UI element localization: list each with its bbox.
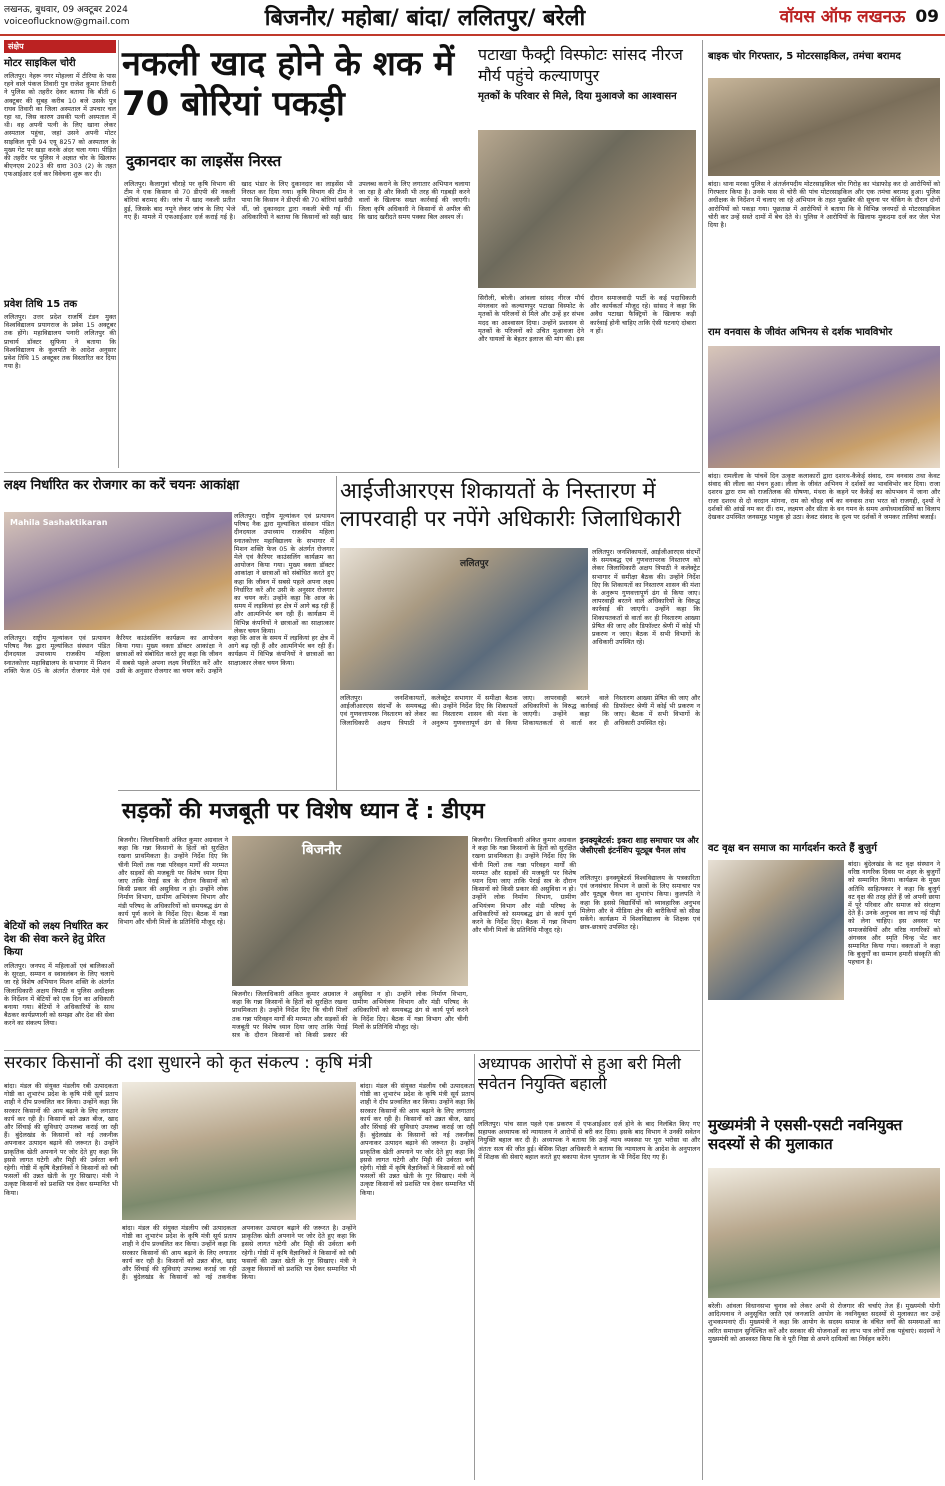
masthead — [0, 0, 945, 36]
career-subhead: बेटियों को लक्ष्य निर्धारित कर देश की सेवा करने हेतु प्रेरित किया — [4, 921, 108, 958]
date-line: लखनऊ, बुधवार, 09 अक्टूबर 2024 — [4, 5, 128, 15]
brief-body-1: ललितपुर। नेहरू नगर मोहल्ला में टीरिया के पास रहने वाले पंकज तिवारी पुत्र राजेश कुमार तिवारी ने पुलिस को तहरीर देकर बताया कि बीती 6 अक्टूबर की सुबह करीब 10 बजे उसके पुत्र राघव तिवारी का जिला अस्पताल में उपचार चल रहा था, जिस कारण उसकी पत्नी अस्पताल में थी। वह अपनी पत्नी के लिए खाना लेकर अस्पताल पहुंचा, जहां उसने अपनी मोटर साइकिल यूपी 94 एयू 8257 को अस्पताल के मुख्य गेट पर खड़ा करके अंदर चला गया। पीड़ित की तहरीर पर पुलिस ने अज्ञात चोर के खिलाफ बीएनएस 2023 की धारा 303 (2) के तहत एफआईआर दर्ज कर विवेचना शुरू कर दी। — [4, 72, 116, 179]
section-title: बिजनौर/ महोबा/ बांदा/ ललितपुर/ बरेली — [264, 6, 586, 31]
email-line: voiceoflucknow@gmail.com — [4, 17, 130, 27]
farmers-body: बांदा। मंडल की संयुक्त मंडलीय रबी उत्पादकता गोष्ठी का शुभारंभ प्रदेश के कृषि मंत्री सूर्य प्रताप शाही ने दीप प्रज्वलित कर किया। उन्होंने कहा कि सरकार किसानों की आय बढ़ाने के लिए लगातार कार्य कर रही है। किसानों को उन्नत बीज, खाद और सिंचाई की सुविधाएं उपलब्ध कराई जा रही हैं। बुंदेलखंड के किसानों को नई तकनीक अपनाकर उत्पादन बढ़ाने की जरूरत है। उन्होंने प्राकृतिक खेती अपनाने पर जोर देते हुए कहा कि इससे लागत घटेगी और मिट्टी की उर्वरता बनी रहेगी। गोष्ठी में कृषि वैज्ञानिकों ने किसानों को रबी फसलों की उन्नत खेती के गुर सिखाए। मंत्री ने उत्कृष्ट किसानों को प्रशस्ति पत्र देकर सम्मानित भी किया। — [122, 1224, 356, 1282]
igrs-photo — [340, 548, 588, 690]
roads-body-right: बिजनौर। जिलाधिकारी अंकित कुमार अग्रवाल ने कहा कि गन्ना किसानों के हितों को सुरक्षित रखना प्राथमिकता है। उन्होंने निर्देश दिए कि चीनी मिलों तक गन्ना परिवहन मार्गों की मरम्मत और सड़कों की मजबूती पर विशेष ध्यान दिया जाए ताकि पेराई सत्र के दौरान किसानों को किसी प्रकार की असुविधा न हो। उन्होंने लोक निर्माण विभाग, ग्रामीण अभियंत्रण विभाग और मंडी परिषद के अधिकारियों को समयबद्ध ढंग से कार्य पूर्ण करने के निर्देश दिए। बैठक में गन्ना विभाग और चीनी मिलों के प्रतिनिधि मौजूद रहे। — [472, 836, 576, 935]
roads-headline: सड़कों की मजबूती पर विशेष ध्यान दें : डीएम — [122, 799, 485, 824]
lead-body: ललितपुर। कैलागुवां चौराहे पर कृषि विभाग की टीम ने एक किसान से 70 डीएपी की नकली बोरियां बरामद की। जांच में खाद नकली प्रतीत हुई, जिसके बाद नमूने लेकर जांच के लिए भेजे गए हैं। मामले में एफआईआर दर्ज कराई गई है। खाद भंडार के लिए दुकानदार का लाइसेंस भी निरस्त कर दिया गया। कृषि विभाग की टीम ने पाया कि किसान ने डीएपी की 70 बोरियां खरीदी थीं, जो दुकानदार द्वारा नकली बेची गई थीं। अधिकारियों ने बताया कि किसानों को सही खाद उपलब्ध कराने के लिए लगातार अभियान चलाया जा रहा है और किसी भी तरह की गड़बड़ी करने वालों के खिलाफ सख्त कार्रवाई की जाएगी। जिला कृषि अधिकारी ने किसानों से अपील की कि खाद खरीदते समय पक्का बिल अवश्य लें। — [124, 180, 470, 221]
bike-headline: बाइक चोर गिरफ्तार, 5 मोटरसाइकिल, तमंचा बरामद — [708, 51, 901, 62]
lead-headline: नकली खाद होने के शक में 70 बोरियां पकड़ी — [122, 44, 455, 124]
teacher-headline: अध्यापक आरोपों से हुआ बरी मिली सवेतन नियुक्ति बहाली — [478, 1054, 681, 1093]
roads-body-under: बिजनौर। जिलाधिकारी अंकित कुमार अग्रवाल ने कहा कि गन्ना किसानों के हितों को सुरक्षित रखना प्राथमिकता है। उन्होंने निर्देश दिए कि चीनी मिलों तक गन्ना परिवहन मार्गों की मरम्मत और सड़कों की मजबूती पर विशेष ध्यान दिया जाए ताकि पेराई सत्र के दौरान किसानों को किसी प्रकार की असुविधा न हो। उन्होंने लोक निर्माण विभाग, ग्रामीण अभियंत्रण विभाग और मंडी परिषद के अधिकारियों को समयबद्ध ढंग से कार्य पूर्ण करने के निर्देश दिए। बैठक में गन्ना विभाग और चीनी मिलों के प्रतिनिधि मौजूद रहे। — [232, 990, 468, 1040]
teacher-body: ललितपुर। पांच साल पहले एक प्रकरण में एफआईआर दर्ज होने के बाद निलंबित किए गए सहायक अध्यापक को न्यायालय ने आरोपों से बरी कर दिया। इसके बाद विभाग ने उनकी सवेतन नियुक्ति बहाल कर दी है। अध्यापक ने बताया कि उन्हें न्याय व्यवस्था पर पूरा भरोसा था और अंततः सत्य की जीत हुई। बेसिक शिक्षा अधिकारी ने बताया कि न्यायालय के आदेश के अनुपालन में शिक्षक की सेवाएं बहाल करते हुए बकाया वेतन भुगतान के भी निर्देश दिए गए हैं। — [478, 1120, 700, 1161]
farmers-body-right: बांदा। मंडल की संयुक्त मंडलीय रबी उत्पादकता गोष्ठी का शुभारंभ प्रदेश के कृषि मंत्री सूर्य प्रताप शाही ने दीप प्रज्वलित कर किया। उन्होंने कहा कि सरकार किसानों की आय बढ़ाने के लिए लगातार कार्य कर रही है। किसानों को उन्नत बीज, खाद और सिंचाई की सुविधाएं उपलब्ध कराई जा रही हैं। बुंदेलखंड के किसानों को नई तकनीक अपनाकर उत्पादन बढ़ाने की जरूरत है। उन्होंने प्राकृतिक खेती अपनाने पर जोर देते हुए कहा कि इससे लागत घटेगी और मिट्टी की उर्वरता बनी रहेगी। गोष्ठी में कृषि वैज्ञानिकों ने किसानों को रबी फसलों की उन्नत खेती के गुर सिखाए। मंत्री ने उत्कृष्ट किसानों को प्रशस्ति पत्र देकर सम्मानित भी किया। — [360, 1082, 474, 1197]
row-divider — [118, 790, 700, 791]
tree-body: बांदा। बुंदेलखंड के वट वृक्ष संस्थान ने वरिष्ठ नागरिक दिवस पर शहर के बुजुर्गों को सम्मानित किया। कार्यक्रम के मुख्य अतिथि साहित्यकार ने कहा कि बुजुर्ग वट वृक्ष की तरह होते हैं जो अपनी छाया में पूरे परिवार और समाज को संरक्षण देते हैं। उनके अनुभव का लाभ नई पीढ़ी को लेना चाहिए। इस अवसर पर समाजसेवियों और वरिष्ठ नागरिकों को अंगवस्त्र और स्मृति चिन्ह भेंट कर सम्मानित किया गया। वक्ताओं ने कहा कि बुजुर्गों का सम्मान हमारी संस्कृति की पहचान है। — [848, 860, 940, 967]
farmers-headline: सरकार किसानों की दशा सुधारने को कृत संकल्प : कृषि मंत्री — [4, 1053, 372, 1073]
cm-headline: मुख्यमंत्री ने एससी-एसटी नवनियुक्त सदस्यों से की मुलाकात — [708, 1116, 903, 1153]
bundeli-body: ललितपुर। इनक्यूबेटर्स विश्वविद्यालय के पत्रकारिता एवं जनसंचार विभाग ने छात्रों के लिए समाचार पत्र और यूट्यूब चैनल का शुभारंभ किया। कुलपति ने कहा कि इससे विद्यार्थियों को व्यावहारिक अनुभव मिलेगा और वे मीडिया क्षेत्र की बारीकियों को सीख सकेंगे। कार्यक्रम में विश्वविद्यालय के शिक्षक एवं छात्र-छात्राएं उपस्थित रहे। — [580, 874, 700, 932]
column-divider — [118, 40, 119, 468]
career-photo — [4, 512, 232, 630]
career-body-2: ललितपुर। जनपद में महिलाओं एवं बालिकाओं के सुरक्षा, सम्मान व स्वावलंबन के लिए चलाये जा रहे विशेष अभियान मिशन शक्ति के अंतर्गत जिलाधिकारी अक्षय त्रिपाठी व पुलिस अधीक्षक के निर्देशन में बेटियों को एक दिन का अधिकारी बनाया गया। बेटियों ने अधिकारियों के साथ बैठकर कार्यप्रणाली को समझा और देश की सेवा करने का संकल्प लिया। — [4, 962, 114, 1028]
row-divider — [4, 472, 700, 473]
column-divider — [474, 1054, 475, 1480]
igrs-body: ललितपुर। जनशिकायतों, आईजीआरएस संदर्भों के समयबद्ध एवं गुणवत्तापरक निस्तारण को लेकर जिलाधिकारी अक्षय त्रिपाठी ने कलेक्ट्रेट सभागार में समीक्षा बैठक की। उन्होंने निर्देश दिए कि शिकायतों का निस्तारण शासन की मंशा के अनुरूप गुणवत्तापूर्ण ढंग से किया जाए। लापरवाही बरतने वाले अधिकारियों के विरुद्ध कार्रवाई की जाएगी। उन्होंने कहा कि शिकायतकर्ता से वार्ता कर ही निस्तारण आख्या प्रेषित की जाए और डिफॉल्टर श्रेणी में कोई भी प्रकरण न जाए। बैठक में सभी विभागों के अधिकारी उपस्थित रहे। — [340, 694, 700, 727]
ramlila-headline: राम वनवास के जीवंत अभिनय से दर्शक भावविभोर — [708, 327, 893, 338]
blast-body: सिरौली, बरेली। आंवला सांसद नीरज मौर्य मंगलवार को कल्याणपुर पटाखा विस्फोट के मृतकों के परिजनों से मिले और उन्हें हर संभव मदद का आश्वासन दिया। उन्होंने प्रशासन से मृतकों के परिजनों को उचित मुआवजा देने और घायलों के बेहतर इलाज की मांग की। इस दौरान समाजवादी पार्टी के कई पदाधिकारी और कार्यकर्ता मौजूद रहे। सांसद ने कहा कि अवैध पटाखा फैक्ट्रियों के खिलाफ कड़ी कार्रवाई होनी चाहिए ताकि ऐसी घटनाएं दोबारा न हों। — [478, 294, 696, 344]
career-photo-banner: Mahila Sashaktikaran — [10, 518, 108, 527]
bike-photo — [708, 78, 940, 176]
brief-headline-1: मोटर साइकिल चोरी — [4, 58, 76, 69]
bundeli-headline: इनक्यूबेटर्स: इकरा शाह समाचार पत्र और जेसीएसी इंटर्नशिप यूट्यूब चैनल लांच — [580, 836, 699, 855]
ramlila-photo — [708, 346, 940, 468]
roads-body-left: बिजनौर। जिलाधिकारी अंकित कुमार अग्रवाल ने कहा कि गन्ना किसानों के हितों को सुरक्षित रखना प्राथमिकता है। उन्होंने निर्देश दिए कि चीनी मिलों तक गन्ना परिवहन मार्गों की मरम्मत और सड़कों की मजबूती पर विशेष ध्यान दिया जाए ताकि पेराई सत्र के दौरान किसानों को किसी प्रकार की असुविधा न हो। उन्होंने लोक निर्माण विभाग, ग्रामीण अभियंत्रण विभाग और मंडी परिषद के अधिकारियों को समयबद्ध ढंग से कार्य पूर्ण करने के निर्देश दिए। बैठक में गन्ना विभाग और चीनी मिलों के प्रतिनिधि मौजूद रहे। — [118, 836, 228, 927]
career-headline: लक्ष्य निर्धारित कर रोजगार का करें चयनः आकांक्षा — [4, 478, 240, 493]
career-body-top: ललितपुर। राष्ट्रीय मूल्यांकन एवं प्रत्यायन परिषद नैक द्वारा मूल्यांकित संस्थान पंडित दीनदयाल उपाध्याय राजकीय महिला स्नातकोत्तर महाविद्यालय के सभागार में मिशन शक्ति फेज 05 के अंतर्गत रोजगार मेले एवं कैरियर काउंसलिंग कार्यक्रम का आयोजन किया गया। मुख्य वक्ता डॉक्टर आकांक्षा ने छात्राओं को संबोधित करते हुए कहा कि जीवन में सबसे पहले अपना लक्ष्य निर्धारित करें और उसी के अनुसार रोजगार का चयन करें। उन्होंने कहा कि आज के समय में लड़कियां हर क्षेत्र में आगे बढ़ रही हैं और आत्मनिर्भर बन रही हैं। कार्यक्रम में विभिन्न कंपनियों ने छात्राओं का साक्षात्कार लेकर चयन किया। — [234, 512, 334, 635]
tree-photo — [708, 860, 844, 1000]
brief-label: संक्षेप — [4, 40, 116, 53]
farmers-body-left: बांदा। मंडल की संयुक्त मंडलीय रबी उत्पादकता गोष्ठी का शुभारंभ प्रदेश के कृषि मंत्री सूर्य प्रताप शाही ने दीप प्रज्वलित कर किया। उन्होंने कहा कि सरकार किसानों की आय बढ़ाने के लिए लगातार कार्य कर रही है। किसानों को उन्नत बीज, खाद और सिंचाई की सुविधाएं उपलब्ध कराई जा रही हैं। बुंदेलखंड के किसानों को नई तकनीक अपनाकर उत्पादन बढ़ाने की जरूरत है। उन्होंने प्राकृतिक खेती अपनाने पर जोर देते हुए कहा कि इससे लागत घटेगी और मिट्टी की उर्वरता बनी रहेगी। गोष्ठी में कृषि वैज्ञानिकों ने किसानों को रबी फसलों की उन्नत खेती के गुर सिखाए। मंत्री ने उत्कृष्ट किसानों को प्रशस्ति पत्र देकर सम्मानित भी किया। — [4, 1082, 118, 1197]
column-divider — [702, 40, 703, 1480]
igrs-headline: आईजीआरएस शिकायतों के निस्तारण में लापरवाही पर नपेंगे अधिकारीः जिलाधिकारी — [340, 479, 681, 532]
brief-headline-2: प्रवेश तिथि 15 तक — [4, 299, 78, 310]
row-divider — [4, 1050, 700, 1051]
masthead-left — [4, 4, 130, 28]
career-body: ललितपुर। राष्ट्रीय मूल्यांकन एवं प्रत्यायन परिषद नैक द्वारा मूल्यांकित संस्थान पंडित दीनदयाल उपाध्याय राजकीय महिला स्नातकोत्तर महाविद्यालय के सभागार में मिशन शक्ति फेज 05 के अंतर्गत रोजगार मेले एवं कैरियर काउंसलिंग कार्यक्रम का आयोजन किया गया। मुख्य वक्ता डॉक्टर आकांक्षा ने छात्राओं को संबोधित करते हुए कहा कि जीवन में सबसे पहले अपना लक्ष्य निर्धारित करें और उसी के अनुसार रोजगार का चयन करें। उन्होंने कहा कि आज के समय में लड़कियां हर क्षेत्र में आगे बढ़ रही हैं और आत्मनिर्भर बन रही हैं। कार्यक्रम में विभिन्न कंपनियों ने छात्राओं का साक्षात्कार लेकर चयन किया। — [4, 634, 334, 675]
brand-name: वॉयस ऑफ लखनऊ — [779, 7, 906, 27]
lead-subhead: दुकानदार का लाइसेंस निरस्त — [126, 152, 282, 170]
page-number: 09 — [915, 7, 939, 27]
brand-logo — [780, 4, 939, 27]
bike-body: बांदा। थाना मरका पुलिस ने अंतर्जनपदीय मोटरसाइकिल चोर गिरोह का भंडाफोड़ कर दो आरोपियों को गिरफ्तार किया है। उनके पास से चोरी की पांच मोटरसाइकिल और एक तमंचा बरामद हुआ। पुलिस अधीक्षक के निर्देशन में चलाए जा रहे अभियान के तहत मुखबिर की सूचना पर चेकिंग के दौरान दोनों आरोपियों को पकड़ा गया। पूछताछ में आरोपियों ने बताया कि वे विभिन्न जनपदों से मोटरसाइकिल चोरी कर उन्हें सस्ते दामों में बेच देते थे। पुलिस ने आरोपियों के खिलाफ मुकदमा दर्ज कर जेल भेज दिया है। — [708, 180, 940, 230]
ramlila-body: बांदा। रामलीला के पांचवें दिन उत्कृष्ट कलाकारों द्वारा दशरथ-कैकेई संवाद, राम वनवास तथा केवट संवाद की लीला का मंचन हुआ। लीला के जीवंत अभिनय ने दर्शकों का भावविभोर कर दिया। राजा दशरथ द्वारा राम को राजतिलक की घोषणा, मंथरा के कहने पर कैकेई का कोपभवन में जाना और राजा दशरथ से दो वरदान मांगना, राम को चौदह वर्ष का वनवास तथा भरत को राजगद्दी, दृश्यों ने दर्शकों की आंखें नम कर दीं। राम, लक्ष्मण और सीता के वन गमन के समय अयोध्यावासियों का विलाप देखकर उपस्थित जनसमूह भावुक हो उठा। केवट संवाद के दृश्य पर दर्शकों ने जमकर तालियां बजाईं। — [708, 472, 940, 522]
brief-body-2: ललितपुर। उत्तर प्रदेश राजर्षि टंडन मुक्त विश्वविद्यालय प्रयागराज के प्रवेश 15 अक्टूबर तक होंगे। महाविद्यालय पनारी ललितपुर की प्राचार्य डॉक्टर सुफिया ने बताया कि विश्वविद्यालय के कुलपति के आदेश अनुसार प्रवेश तिथि 15 अक्टूबर तक विस्तारित कर दिया गया है। — [4, 313, 116, 371]
roads-photo-caption: बिजनौर — [302, 842, 342, 858]
tree-headline: वट वृक्ष बन समाज का मार्गदर्शन करते हैं बुजुर्ग — [708, 843, 877, 854]
blast-headline-block — [478, 44, 698, 124]
cm-body: बरेली। आंवला विधानसभा चुनाव को लेकर अभी से रोजगार की चर्चाएं तेज हैं। मुख्यमंत्री योगी आदित्यनाथ ने अनुसूचित जाति एवं जनजाति आयोग के नवनियुक्त सदस्यों से मुलाकात कर उन्हें शुभकामनाएं दीं। मुख्यमंत्री ने कहा कि आयोग के सदस्य समाज के वंचित वर्गों की समस्याओं का त्वरित समाधान सुनिश्चित करें और सरकार की योजनाओं का लाभ पात्र लोगों तक पहुंचाएं। सदस्यों ने मुख्यमंत्री को आश्वस्त किया कि वे पूरी निष्ठा से अपने दायित्वों का निर्वहन करेंगे। — [708, 1302, 940, 1343]
roads-photo — [232, 836, 468, 986]
igrs-photo-caption: ललितपुर — [460, 559, 489, 569]
farmers-photo — [122, 1082, 356, 1220]
blast-subhead: मृतकों के परिवार से मिले, दिया मुआवजे का आश्वासन — [478, 91, 677, 102]
igrs-body-side: ललितपुर। जनशिकायतों, आईजीआरएस संदर्भों के समयबद्ध एवं गुणवत्तापरक निस्तारण को लेकर जिलाधिकारी अक्षय त्रिपाठी ने कलेक्ट्रेट सभागार में समीक्षा बैठक की। उन्होंने निर्देश दिए कि शिकायतों का निस्तारण शासन की मंशा के अनुरूप गुणवत्तापूर्ण ढंग से किया जाए। लापरवाही बरतने वाले अधिकारियों के विरुद्ध कार्रवाई की जाएगी। उन्होंने कहा कि शिकायतकर्ता से वार्ता कर ही निस्तारण आख्या प्रेषित की जाए और डिफॉल्टर श्रेणी में कोई भी प्रकरण न जाए। बैठक में सभी विभागों के अधिकारी उपस्थित रहे। — [592, 548, 700, 647]
blast-headline: पटाखा फैक्ट्री विस्फोटः सांसद नीरज मौर्य पहुंचे कल्याणपुर — [478, 45, 683, 85]
column-divider — [336, 476, 337, 790]
blast-photo — [478, 130, 696, 288]
cm-photo — [708, 1168, 940, 1298]
brief-column — [4, 40, 116, 468]
